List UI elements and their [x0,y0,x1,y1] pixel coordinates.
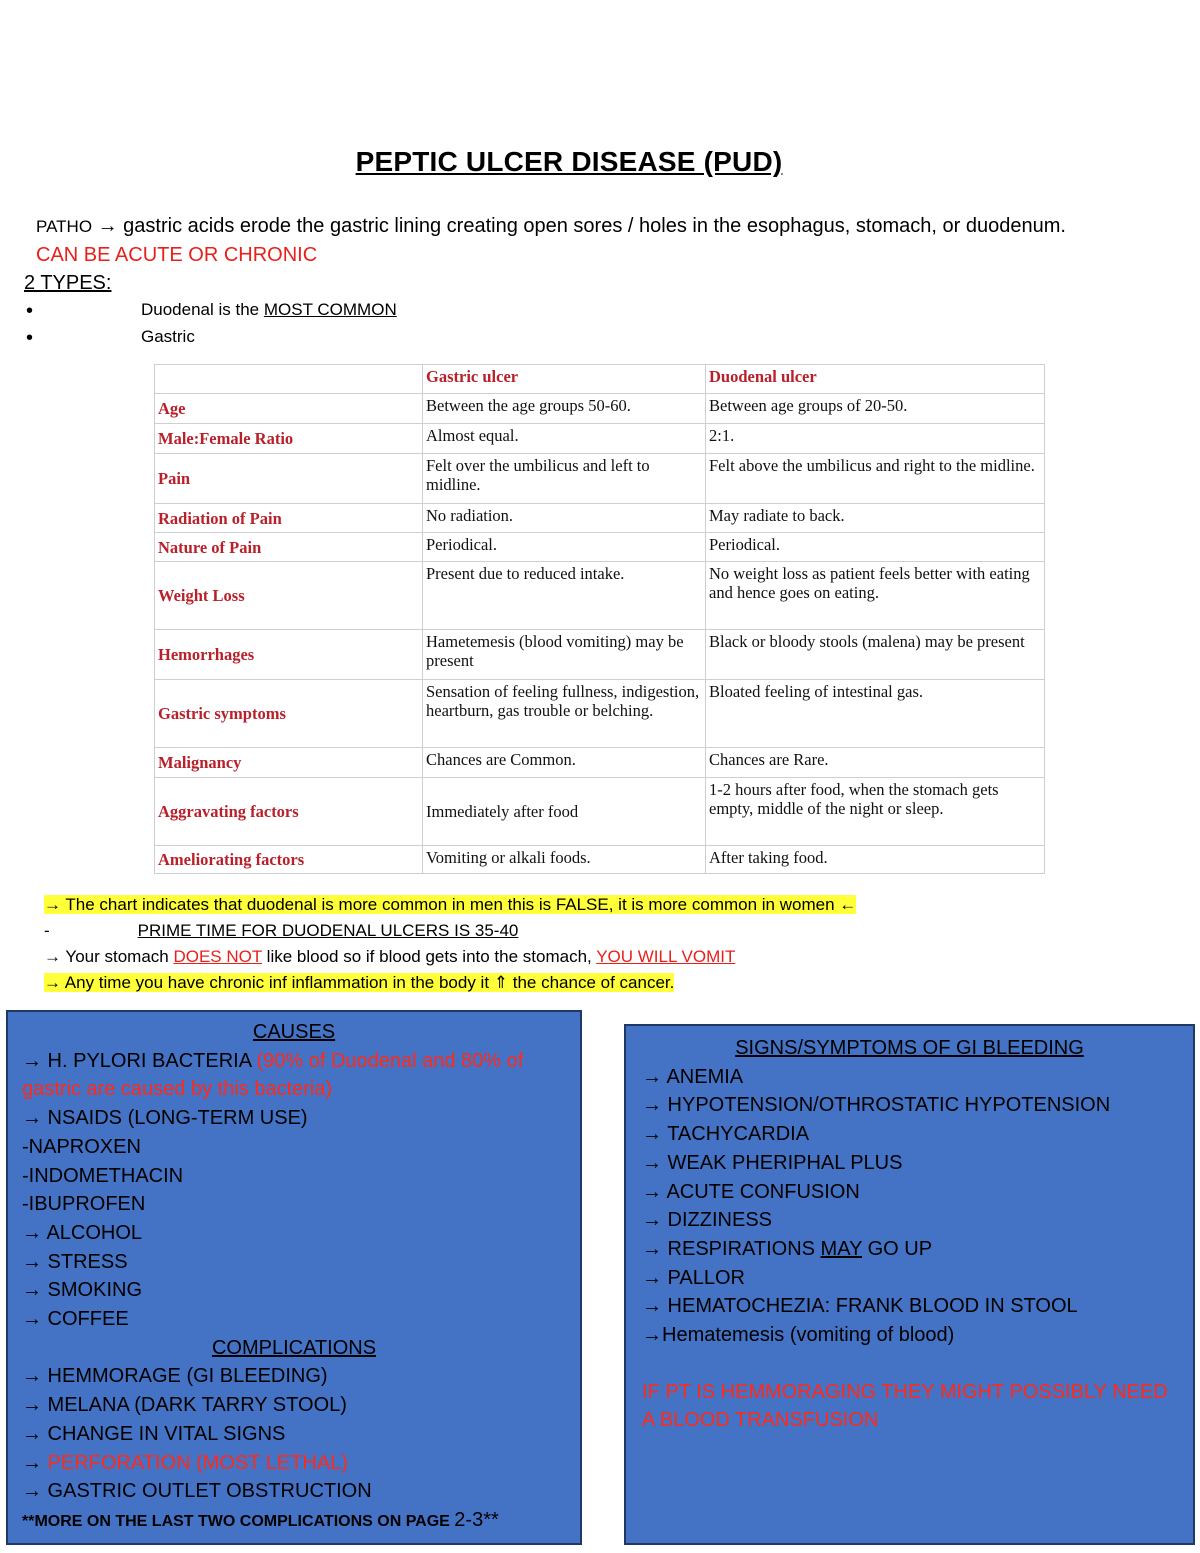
sign-text: GO UP [862,1237,933,1260]
table-cell: Between age groups of 20-50. [706,394,1045,424]
table-row [155,424,1045,454]
sign-emphasis: MAY [820,1237,863,1260]
list-item [22,1449,566,1478]
arrow-right-icon: → [22,1451,48,1474]
footer-text: **MORE ON THE LAST TWO COMPLICATIONS ON PAGE [22,1512,455,1530]
list-item: → CHANGE IN VITAL SIGNS [22,1422,286,1445]
list-item: -INDOMETHACIN [22,1164,184,1187]
table-cell: Between the age groups 50-60. [423,394,706,424]
table-cell: After taking food. [706,846,1045,874]
list-item: → SMOKING [22,1279,143,1302]
signs-box [624,1024,1195,1545]
table-header-cell: Duodenal ulcer [706,365,1045,394]
table-row [155,504,1045,533]
table-header-cell: Gastric ulcer [423,365,706,394]
list-item: -NAPROXEN [22,1135,141,1158]
row-label: Age [155,394,423,424]
table-cell: Hametemesis (blood vomiting) may be present [423,630,706,680]
highlighted-note: → Any time you have chronic inf inflammation in the body it ⇑ the chance of cancer. [44,973,675,992]
types-heading: 2 TYPES: [24,272,112,294]
table-cell: Periodical. [423,533,706,562]
transfusion-warning: IF PT IS HEMMORAGING THEY MIGHT POSSIBLY NEED A BLOOD TRANSFUSION [642,1380,1168,1432]
prime-time-note: PRIME TIME FOR DUODENAL ULCERS IS 35-40 [137,921,519,940]
bullet-icon: • [26,327,34,349]
table-row [155,778,1045,846]
table-cell: Periodical. [706,533,1045,562]
list-item: → ACUTE CONFUSION [642,1180,860,1203]
table-cell: Present due to reduced intake. [423,562,706,630]
list-item: → PALLOR [642,1266,745,1289]
table-cell: No radiation. [423,504,706,533]
cause-item: → H. PYLORI BACTERIA [22,1049,251,1072]
cause-note: (90% of Duodenal and 80% of gastric are caused by this bacteria) [22,1049,524,1101]
table-cell: Immediately after food [423,778,706,846]
causes-box [6,1010,582,1545]
table-row [155,630,1045,680]
page-title: PEPTIC ULCER DISEASE (PUD) [355,146,783,177]
table-header-cell [155,365,423,394]
list-item: → MELANA (DARK TARRY STOOL) [22,1394,347,1417]
table-header-row [155,365,1045,394]
table-row [155,533,1045,562]
table-cell: Felt above the umbilicus and right to the midline. [706,454,1045,504]
complication-lethal: PERFORATION (MOST LETHAL) [47,1451,348,1474]
table-row [155,846,1045,874]
table-cell: Sensation of feeling fullness, indigestion, heartburn, gas trouble or belching. [423,680,706,748]
note-emphasis: YOU WILL VOMIT [596,947,736,966]
type-underlined: MOST COMMON [263,300,397,319]
row-label: Radiation of Pain [155,504,423,533]
row-label: Gastric symptoms [155,680,423,748]
footer-page: 2-3** [454,1508,499,1531]
list-item: → WEAK PHERIPHAL PLUS [642,1151,903,1174]
list-item: → HEMATOCHEZIA: FRANK BLOOD IN STOOL [642,1295,1078,1318]
row-label: Ameliorating factors [155,846,423,874]
list-item: → GASTRIC OUTLET OBSTRUCTION [22,1480,372,1503]
sign-text: → RESPIRATIONS [642,1237,821,1260]
type-text: Duodenal is the [141,300,264,319]
table-cell: No weight loss as patient feels better with eating and hence goes on eating. [706,562,1045,630]
row-label: Weight Loss [155,562,423,630]
table-cell: 2:1. [706,424,1045,454]
note-emphasis: DOES NOT [173,947,262,966]
table-row [155,680,1045,748]
list-item: -IBUPROFEN [22,1193,146,1216]
list-item: → DIZZINESS [642,1209,773,1232]
table-cell: May radiate to back. [706,504,1045,533]
list-item: → HEMMORAGE (GI BLEEDING) [22,1365,328,1388]
table-row [155,748,1045,778]
note-text: → Your stomach [44,947,174,966]
table-row [155,394,1045,424]
list-item: → HYPOTENSION/OTHROSTATIC HYPOTENSION [642,1094,1111,1117]
table-cell: Vomiting or alkali foods. [423,846,706,874]
table-cell: Almost equal. [423,424,706,454]
table-row [155,454,1045,504]
dash-marker: - [44,921,50,940]
table-cell: Felt over the umbilicus and left to midline. [423,454,706,504]
bullet-icon: • [26,300,34,322]
note-text: like blood so if blood gets into the stomach, [261,947,597,966]
row-label: Pain [155,454,423,504]
causes-footer [22,1506,566,1537]
signs-heading: SIGNS/SYMPTOMS OF GI BLEEDING [735,1037,1084,1059]
causes-heading: CAUSES [252,1021,336,1043]
table-cell: Bloated feeling of intestinal gas. [706,680,1045,748]
list-item [22,1047,566,1104]
notes-section [44,892,856,996]
arrow-right-icon: → [97,215,118,237]
complications-heading: COMPLICATIONS [211,1336,377,1359]
type-text: Gastric [141,327,195,346]
table-cell: Chances are Common. [423,748,706,778]
list-item: →Hematemesis (vomiting of blood) [642,1324,955,1347]
patho-label: PATHO [36,217,93,236]
patho-paragraph [36,212,1076,270]
patho-emphasis: CAN BE ACUTE OR CHRONIC [36,244,318,266]
list-item: → ALCOHOL [22,1221,143,1244]
list-item: → COFFEE [22,1308,129,1331]
table-row [155,562,1045,630]
row-label: Aggravating factors [155,778,423,846]
list-item [642,1235,1177,1264]
table-cell: 1-2 hours after food, when the stomach gets empty, middle of the night or sleep. [706,778,1045,846]
patho-text: gastric acids erode the gastric lining creating open sores / holes in the esophagus, stomach, or duodenum. [123,215,1066,237]
ulcer-comparison-table [154,364,1045,874]
row-label: Hemorrhages [155,630,423,680]
list-item: → TACHYCARDIA [642,1123,810,1146]
row-label: Nature of Pain [155,533,423,562]
row-label: Malignancy [155,748,423,778]
list-item: → NSAIDS (LONG-TERM USE) [22,1107,308,1130]
row-label: Male:Female Ratio [155,424,423,454]
highlighted-note: → The chart indicates that duodenal is more common in men this is FALSE, it is more common in women ← [44,895,857,914]
list-item: → ANEMIA [642,1065,744,1088]
table-cell: Black or bloody stools (malena) may be present [706,630,1045,680]
list-item: → STRESS [22,1250,128,1273]
table-cell: Chances are Rare. [706,748,1045,778]
